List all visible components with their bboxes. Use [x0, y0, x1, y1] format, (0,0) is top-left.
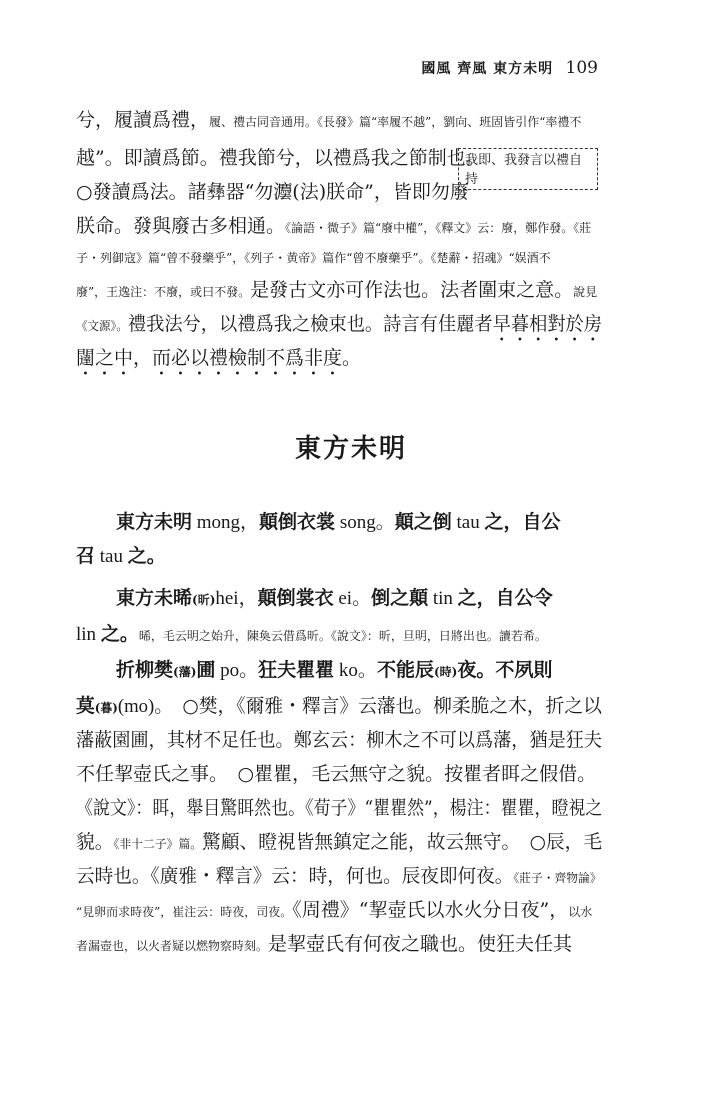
commentary-line [76, 926, 572, 962]
verse-text: 顛倒衣裳 [259, 511, 336, 533]
page-number: 109 [565, 58, 598, 78]
phonetic-note: song。 [335, 512, 395, 533]
poem-title: 東方未明 [294, 434, 407, 464]
poem-line [116, 652, 552, 688]
line-annotation: 廢”，王逸注：不廢，或曰不發。 [76, 285, 251, 299]
line-annotation: 《莊子・齊物論》 [513, 871, 602, 885]
verse-text: 顛倒裳衣 [257, 587, 334, 609]
running-header [421, 58, 598, 78]
text-line [76, 306, 602, 342]
verse-text: 之。 [100, 623, 139, 645]
line-annotation: 者漏壺也，以火者疑以燃物察時刻。 [76, 939, 269, 953]
line-main: 是發古文亦可作法也。法者圍束之意。 [250, 279, 574, 301]
commentary-text: ○樊，《爾雅・釋言》云藩也。柳柔脆之木，折之以 [163, 695, 602, 717]
verse-text: 東方未晞 [116, 587, 193, 609]
verse-text: 莫 [76, 695, 95, 717]
line-annotation: 履、禮古同音通用。《長發》篇“率履不越”，劉向、班固皆引作“率禮不 [209, 115, 582, 129]
verse-text: 不能辰 [376, 659, 434, 681]
line-main: 越”。 [76, 147, 124, 169]
text-line [76, 340, 361, 376]
phonetic-note: (mo)。 [117, 696, 164, 717]
phonetic-note: lin [76, 624, 101, 645]
phonetic-note: ei。 [333, 588, 372, 609]
commentary-line: 藩蔽園圃，其材不足任也。鄭玄云：柳木之不可以爲藩，猶是狂夫 [76, 729, 603, 751]
text-line [76, 272, 597, 308]
line-main: 禮我法兮，以禮爲我之檢束也。詩言有佳麗者 [127, 313, 493, 335]
verse-text: 顛之倒 [394, 511, 452, 533]
verse-text: 東方未明 [116, 511, 193, 533]
commentary-line: 不任挈壺氏之事。 ○瞿瞿，毛云無守之貌。按瞿者眲之假借。 [76, 763, 597, 785]
line-main: 朕命。發與廢古多相通。 [76, 215, 286, 237]
poem-line [76, 616, 547, 652]
line-main: 兮，履讀爲禮， [76, 109, 210, 131]
commentary-line: 《說文》：眲，舉目驚眲然也。《荀子》“瞿瞿然”，楊注：瞿瞿，瞪視之 [76, 797, 603, 819]
gloss: (藩) [173, 665, 197, 679]
phonetic-note: po。 [215, 660, 259, 681]
phonetic-note: mong， [192, 512, 260, 533]
commentary-text: 《周禮》“挈壺氏以水火分日夜”， [292, 899, 569, 921]
gloss: (昕) [192, 593, 216, 607]
section-path: 國風 齊風 東方未明 [421, 61, 554, 77]
emphasized-text: 早暮相對於房 [492, 313, 603, 335]
poem-line [76, 688, 602, 724]
commentary-line [76, 858, 602, 894]
emphasized-text: 闥之中，而必以禮檢制不爲非度。 [76, 347, 362, 369]
verse-text: 之，自公令 [457, 587, 553, 609]
text-line: 子・列御寇》篇“曾不發藥乎”，《列子・黄帝》篇作“曾不廢藥乎”。《楚辭・招魂》“娱酒不 [76, 251, 551, 265]
commentary-text: 貌。 [76, 831, 114, 853]
line-main: 即讀爲節。禮我節兮，以禮爲我之節制也。 [123, 147, 485, 169]
verse-text: 召 [76, 545, 96, 567]
verse-text: 夜。不夙則 [457, 659, 553, 681]
verse-text: 圃 [196, 659, 216, 681]
poem-line [76, 538, 166, 574]
gloss: (暮) [94, 701, 118, 715]
verse-text: 狂夫瞿瞿 [258, 659, 335, 681]
verse-text: 之。 [127, 545, 166, 567]
text-line: ○發讀爲法。諸彝器“勿灋(法)朕命”，皆即勿廢 [76, 181, 469, 203]
verse-text: 倒之顛 [371, 587, 429, 609]
phonetic-note: hei， [215, 588, 258, 609]
phonetic-note: tau [451, 512, 485, 533]
phonetic-note: tau [95, 546, 128, 567]
commentary-text: 云時也。《廣雅・釋言》云：時，何也。辰夜即何夜。 [76, 865, 514, 887]
line-annotation: 《非十二子》篇。 [113, 837, 203, 851]
line-annotation: 說見 [573, 285, 598, 299]
text-line [76, 140, 485, 176]
verse-text: 之，自公 [484, 511, 561, 533]
commentary-text: 驚顧、瞪視皆無鎮定之能，故云無守。 ○辰，毛 [202, 831, 603, 853]
line-annotation: 以水 [568, 905, 593, 919]
line-annotation: 晞，毛云明之始升，陳奐云借爲昕。《說文》：昕，旦明，日將出也。讀若希。 [138, 629, 547, 643]
commentary-line [76, 892, 592, 928]
line-annotation: 《論語・微子》篇“廢中權”，《釋文》云：廢，鄭作發。《莊 [285, 221, 592, 235]
phonetic-note: ko。 [334, 660, 377, 681]
line-annotation: “見卵而求時夜”，崔注云：時夜，司夜。 [76, 905, 293, 919]
verse-text: 折柳樊 [116, 659, 174, 681]
text-line [76, 208, 591, 244]
commentary-line [76, 824, 602, 860]
gloss: (時) [433, 665, 458, 679]
poem-line [116, 504, 560, 540]
commentary-text: 是挈壺氏有何夜之職也。使狂夫任其 [268, 933, 573, 955]
line-annotation: 《文源》。 [76, 319, 128, 333]
phonetic-note: tin [428, 588, 458, 609]
text-line [76, 102, 581, 138]
margin-note-box: 我即、我發言以禮自持 [458, 148, 598, 190]
poem-line [116, 580, 553, 616]
